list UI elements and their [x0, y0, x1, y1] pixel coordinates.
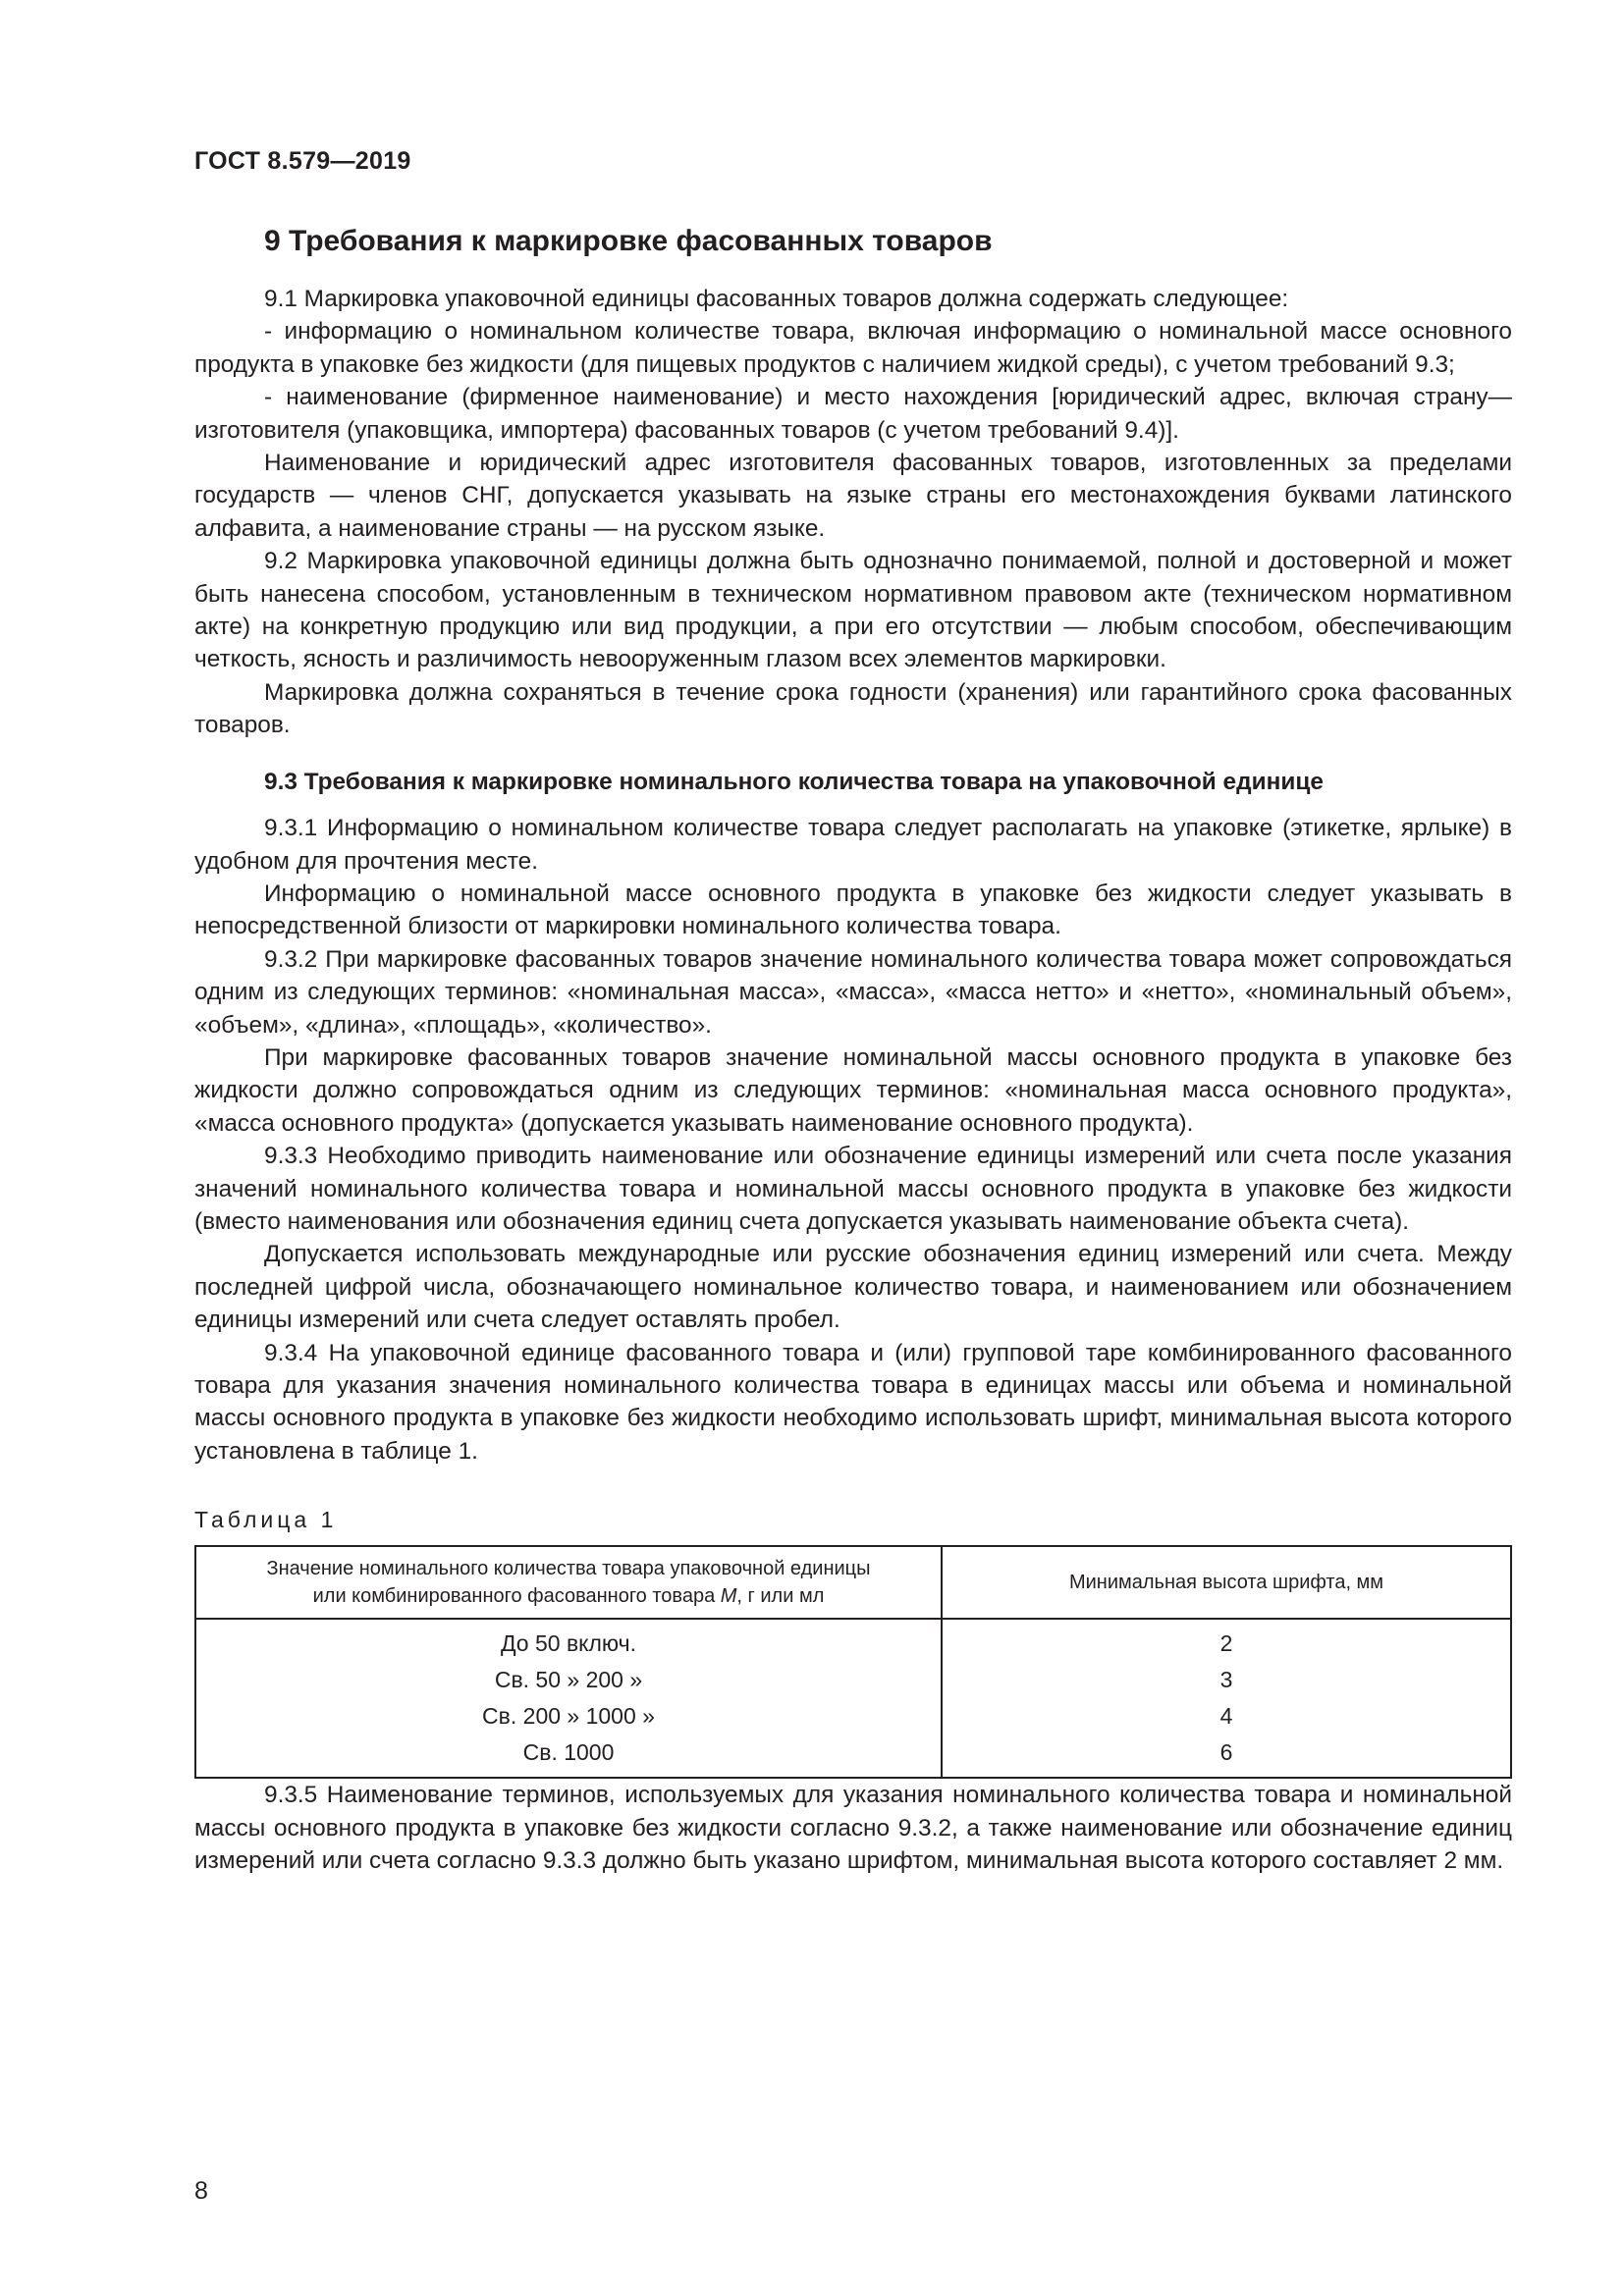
- document-header: ГОСТ 8.579—2019: [194, 147, 411, 175]
- subsection-title: 9.3 Требования к маркировке номинального количества товара на упаковочной единице: [264, 768, 1324, 795]
- paragraph-9-3-5: 9.3.5 Наименование терминов, используемых для указания номинального количества товара и номинальной массы основного продукта в упаковке без жидкости согласно 9.3.2, а также наименование или обозначение единиц измерений или счета согласно 9.3.3 должно быть указано шрифтом, минимальная высота которого составляет 2 мм.: [194, 1782, 1512, 1875]
- table-cell-range: Св. 1000: [522, 1739, 615, 1766]
- page-content: [194, 218, 1512, 1877]
- page-number: 8: [194, 2177, 208, 2205]
- paragraph-9-3-2: 9.3.2 При маркировке фасованных товаров значение номинального количества товара может сопровождаться одним из следующих терминов: «номинальная масса», «масса», «масса нетто» и «нетто», «номинальный объем», «объем», «длина», «площадь», «количество».: [194, 945, 1512, 1039]
- table-cell-range: До 50 включ.: [500, 1630, 637, 1657]
- table-header-quantity-line1: Значение номинального количества товара упаковочной единицы: [266, 1558, 871, 1580]
- table-cell-height: 2: [942, 1619, 1511, 1662]
- table-cell-height: 6: [942, 1735, 1511, 1778]
- list-item-quantity-info: - информацию о номинальном количестве товара, включая информацию о номинальной массе основного продукта в упаковке без жидкости (для пищевых продуктов с наличием жидкой среды), с учетом требований 9.3;: [194, 318, 1512, 378]
- table-row: [195, 1619, 1511, 1662]
- table-header-quantity-line2-post: , г или мл: [736, 1585, 825, 1608]
- table-header-quantity-line2-pre: или комбинированного фасованного товара: [312, 1585, 721, 1608]
- paragraph-9-3-4: 9.3.4 На упаковочной единице фасованного товара и (или) групповой таре комбинированного фасованного товара для указания значения номинального количества товара в единицах массы или объема и номинальной массы основного продукта в упаковке без жидкости необходимо использовать шрифт, минимальная высота которого установлена в таблице 1.: [194, 1339, 1512, 1465]
- paragraph-9-3-2-mass: При маркировке фасованных товаров значение номинальной массы основного продукта в упаковке без жидкости должно сопровождаться одним из следующих терминов: «номинальная масса основного продукта», «масса основного продукта» (допускается указывать наименование основного продукта).: [194, 1043, 1512, 1137]
- list-item-manufacturer-info: - наименование (фирменное наименование) и место нахождения [юридический адрес, включая страну—изготовителя (упаковщика, импортера) фасованных товаров (с учетом требований 9.4)].: [194, 384, 1512, 444]
- paragraph-9-3-3-units: Допускается использовать международные или русские обозначения единиц измерений или счета. Между последней цифрой числа, обозначающего номинальное количество товара, и наименованием или обозначением единицы измерений или счета следует оставлять пробел.: [194, 1241, 1512, 1334]
- table-cell-range: Св. 200 » 1000 »: [482, 1703, 655, 1730]
- table-header-font-height: Минимальная высота шрифта, мм: [942, 1546, 1511, 1619]
- paragraph-foreign-manufacturer: Наименование и юридический адрес изготовителя фасованных товаров, изготовленных за пределами государств — членов СНГ, допускается указывать на языке страны его местонахождения буквами латинского алфавита, а наименование страны — на русском языке.: [194, 450, 1512, 542]
- table-cell-height: 4: [942, 1698, 1511, 1735]
- table-row: [195, 1735, 1511, 1778]
- table-header-variable: M: [720, 1585, 737, 1608]
- table-row: [195, 1662, 1511, 1698]
- font-height-table: [194, 1545, 1512, 1779]
- paragraph-9-1: 9.1 Маркировка упаковочной единицы фасованных товаров должна содержать следующее:: [264, 286, 1289, 312]
- table-header-quantity: [195, 1546, 942, 1619]
- paragraph-9-3-1: 9.3.1 Информацию о номинальном количестве товара следует располагать на упаковке (этикетке, ярлыке) в удобном для прочтения месте.: [194, 815, 1512, 875]
- table-header-row: [195, 1546, 1511, 1619]
- table-row: [195, 1698, 1511, 1735]
- table-cell-height: 3: [942, 1662, 1511, 1698]
- paragraph-marking-retention: Маркировка должна сохраняться в течение срока годности (хранения) или гарантийного срока фасованных товаров.: [194, 678, 1512, 739]
- paragraph-9-3-1-mass: Информацию о номинальной массе основного продукта в упаковке без жидкости следует указывать в непосредственной близости от маркировки номинального количества товара.: [194, 880, 1512, 940]
- section-title: 9 Требования к маркировке фасованных товаров: [264, 225, 993, 257]
- paragraph-9-3-3: 9.3.3 Необходимо приводить наименование или обозначение единицы измерений или счета после указания значений номинального количества товара и номинальной массы основного продукта в упаковке без жидкости (вместо наименования или обозначения единиц счета допускается указывать наименование объекта счета).: [194, 1143, 1512, 1235]
- paragraph-9-2: 9.2 Маркировка упаковочной единицы должна быть однозначно понимаемой, полной и достоверной и может быть нанесена способом, установленным в техническом нормативном правовом акте (техническом нормативном акте) на конкретную продукцию или вид продукции, а при его отсутствии — любым способом, обеспечивающим четкость, ясность и различимость невооруженным глазом всех элементов маркировки.: [194, 548, 1512, 673]
- table-caption: Таблица 1: [194, 1507, 338, 1533]
- table-cell-range: Св. 50 » 200 »: [494, 1667, 643, 1693]
